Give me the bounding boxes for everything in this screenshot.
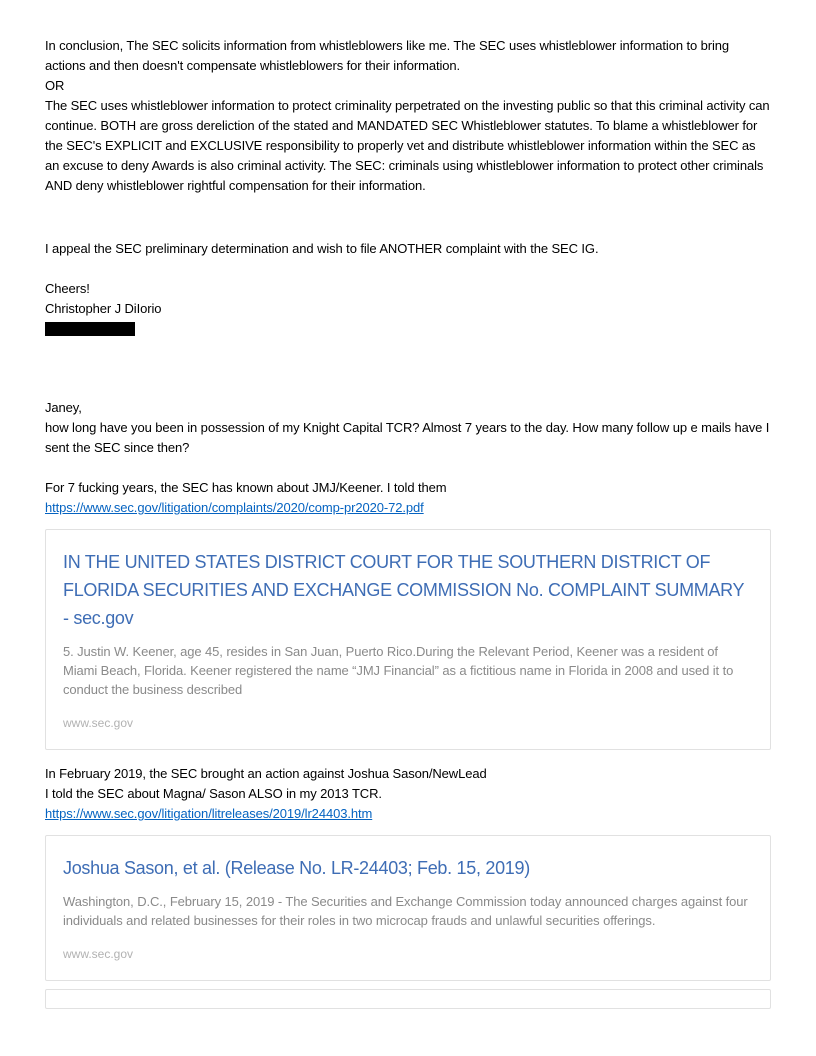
link-preview-card-sason[interactable] (45, 835, 771, 981)
redacted-text-bar (45, 322, 135, 336)
paragraph-janey-salutation: Janey, (45, 400, 82, 415)
paragraph-or: OR (45, 78, 65, 93)
keener-complaint-link[interactable]: https://www.sec.gov/litigation/complaints/2020/comp-pr2020-72.pdf (45, 500, 424, 515)
paragraph-dereliction: The SEC uses whistleblower information to protect criminality perpetrated on the investing public so that this criminal activity can continue. BOTH are gross dereliction of the stated and MANDATED SEC Whistleblower statutes. To blame a whistleblower for the SEC's EXPLICIT and EXCLUSIVE responsibility to properly vet and distribute whistleblower information within the SEC as an excuse to deny Awards is also criminal activity. The SEC: criminals using whistleblower information to protect other criminals AND deny whistleblower rightful compensation for their information. (45, 98, 770, 193)
signature-name: Christopher J DiIorio (45, 301, 162, 316)
paragraph-feb-2019: In February 2019, the SEC brought an action against Joshua Sason/NewLead (45, 766, 487, 781)
preview-card-description: Washington, D.C., February 15, 2019 - The Securities and Exchange Commission today announced charges against four individuals and related businesses for their roles in two microcap frauds and unlawful securities offerings. (63, 894, 748, 928)
keener-complaint-link-line (45, 498, 771, 518)
paragraph-janey-question: how long have you been in possession of my Knight Capital TCR? Almost 7 years to the day. How many follow up e mails have I sent the SEC since then? (45, 420, 770, 455)
preview-card-source: www.sec.gov (63, 716, 134, 730)
paragraph-magna: I told the SEC about Magna/ Sason ALSO in my 2013 TCR. (45, 786, 382, 801)
preview-card-description: 5. Justin W. Keener, age 45, resides in San Juan, Puerto Rico.During the Relevant Period, Keener was a resident of Miami Beach, Florida. Keener registered the name “JMJ Financial” as a fictitious name in Florida in 2008 and used it to conduct the business described (63, 644, 734, 697)
paragraph-appeal: I appeal the SEC preliminary determination and wish to file ANOTHER complaint with the SEC IG. (45, 241, 599, 256)
sason-release-link-line (45, 804, 771, 824)
preview-card-title[interactable]: Joshua Sason, et al. (Release No. LR-24403; Feb. 15, 2019) (63, 858, 530, 878)
link-preview-card-keener[interactable] (45, 529, 771, 750)
paragraph-seven-years: For 7 fucking years, the SEC has known about JMJ/Keener. I told them (45, 480, 447, 495)
paragraph-conclusion: In conclusion, The SEC solicits information from whistleblowers like me. The SEC uses whistleblower information to bring actions and then doesn't compensate whistleblowers for their information. (45, 38, 730, 73)
sason-release-link[interactable]: https://www.sec.gov/litigation/litreleases/2019/lr24403.htm (45, 806, 373, 821)
preview-card-source: www.sec.gov (63, 947, 134, 961)
preview-card-title[interactable]: IN THE UNITED STATES DISTRICT COURT FOR THE SOUTHERN DISTRICT OF FLORIDA SECURITIES AND EXCHANGE COMMISSION No. COMPLAINT SUMMARY - sec.gov (63, 552, 744, 628)
link-preview-card-partial (45, 989, 771, 1009)
paragraph-cheers: Cheers! (45, 281, 90, 296)
